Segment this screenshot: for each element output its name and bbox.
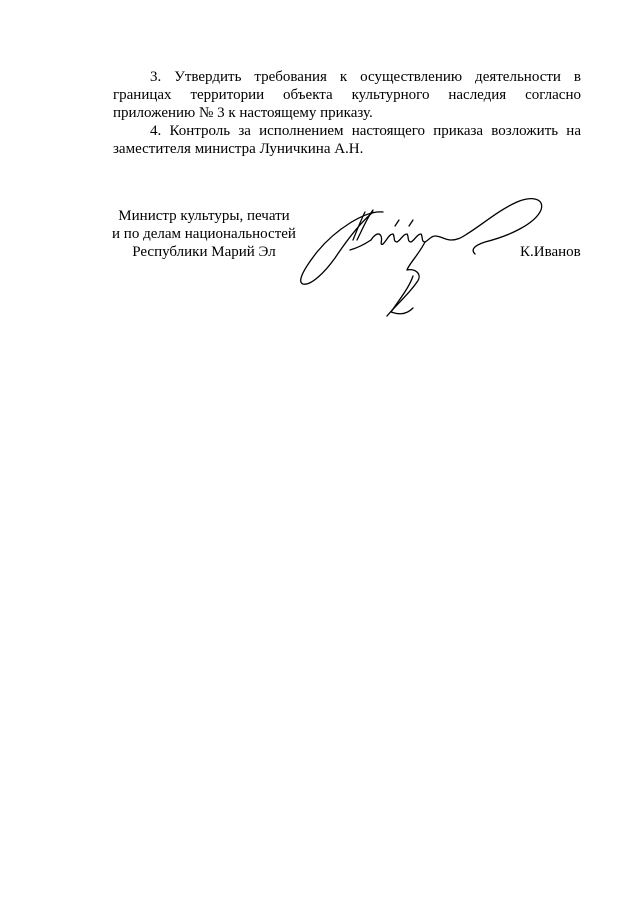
signer-position-line: и по делам национальностей [112, 226, 296, 242]
signer-position [100, 207, 308, 261]
paragraph-item-4: 4. Контроль за исполнением настоящего приказа возложить на заместителя министра Луничкина А.Н. [113, 123, 581, 157]
signer-position-line: Республики Марий Эл [132, 244, 276, 260]
signer-position-line: Министр культуры, печати [118, 208, 290, 224]
handwritten-signature-icon [295, 190, 555, 325]
paragraph-item-3: 3. Утвердить требования к осуществлению деятельности в границах территории объекта культурного наследия согласно приложению № 3 к настоящему приказу. [113, 69, 581, 121]
signer-name: К.Иванов [520, 244, 581, 260]
